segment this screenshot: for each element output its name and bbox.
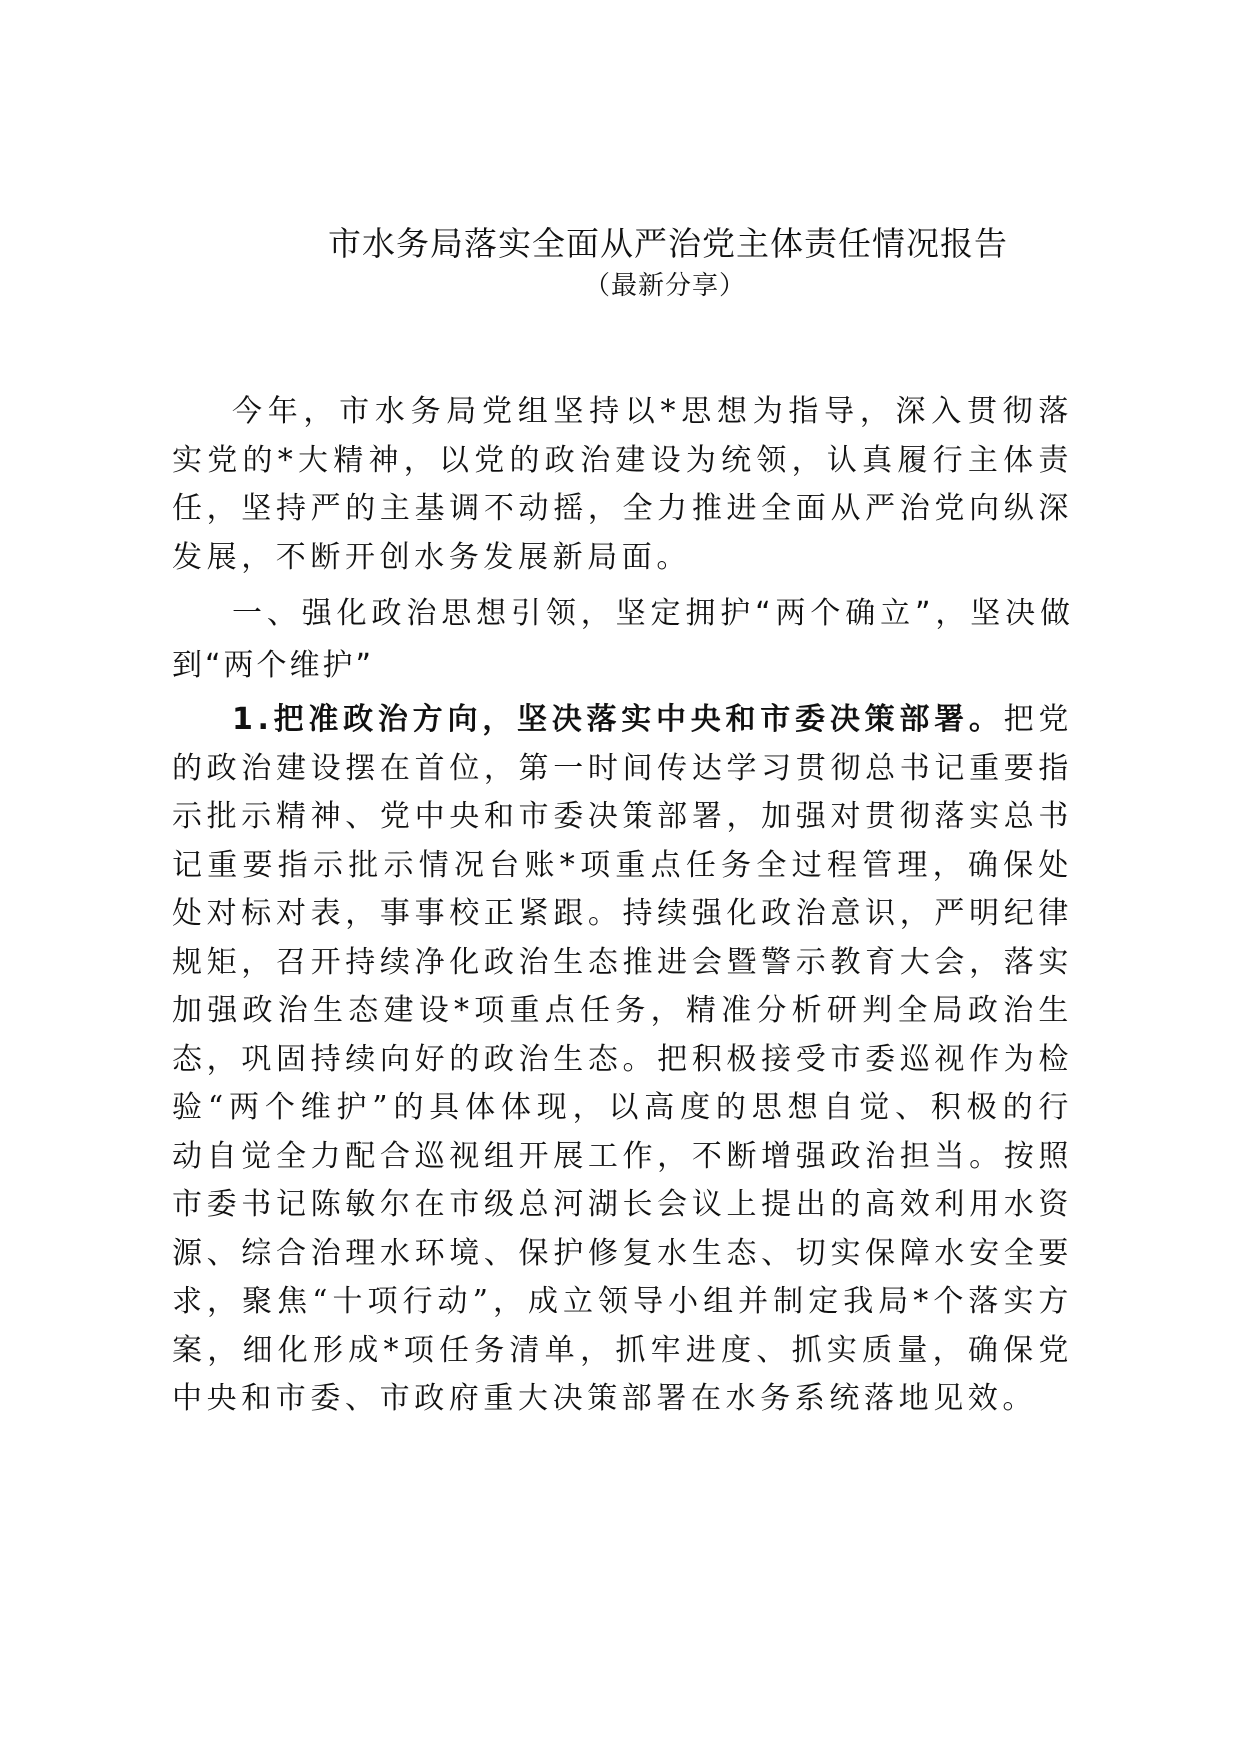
document-body: [172, 388, 1073, 1424]
item-paragraph: [172, 696, 1073, 1424]
item-lead: 1.把准政治方向，坚决落实中央和市委决策部署。: [232, 702, 1004, 737]
document-subtitle: （最新分享）: [583, 271, 746, 301]
document-title: 市水务局落实全面从严治党主体责任情况报告: [328, 224, 1008, 263]
section-heading: 一、强化政治思想引领，坚定拥护“两个确立”，坚决做到“两个维护”: [172, 596, 1073, 683]
intro-paragraph: 今年，市水务局党组坚持以*思想为指导，深入贯彻落实党的*大精神，以党的政治建设为统领，认真履行主体责任，坚持严的主基调不动摇，全力推进全面从严治党向纵深发展，不断开创水务发展新局面。: [172, 394, 1073, 575]
item-body: 把党的政治建设摆在首位，第一时间传达学习贯彻总书记重要指示批示精神、党中央和市委决策部署，加强对贯彻落实总书记重要指示批示情况台账*项重点任务全过程管理，确保处处对标对表，事事校正紧跟。持续强化政治意识，严明纪律规矩，召开持续净化政治生态推进会暨警示教育大会，落实加强政治生态建设*项重点任务，精准分析研判全局政治生态，巩固持续向好的政治生态。把积极接受市委巡视作为检验“两个维护”的具体体现，以高度的思想自觉、积极的行动自觉全力配合巡视组开展工作，不断增强政治担当。按照市委书记陈敏尔在市级总河湖长会议上提出的高效利用水资源、综合治理水环境、保护修复水生态、切实保障水安全要求，聚焦“十项行动”，成立领导小组并制定我局*个落实方案，细化形成*项任务清单，抓牢进度、抓实质量，确保党中央和市委、市政府重大决策部署在水务系统落地见效。: [172, 702, 1074, 1416]
